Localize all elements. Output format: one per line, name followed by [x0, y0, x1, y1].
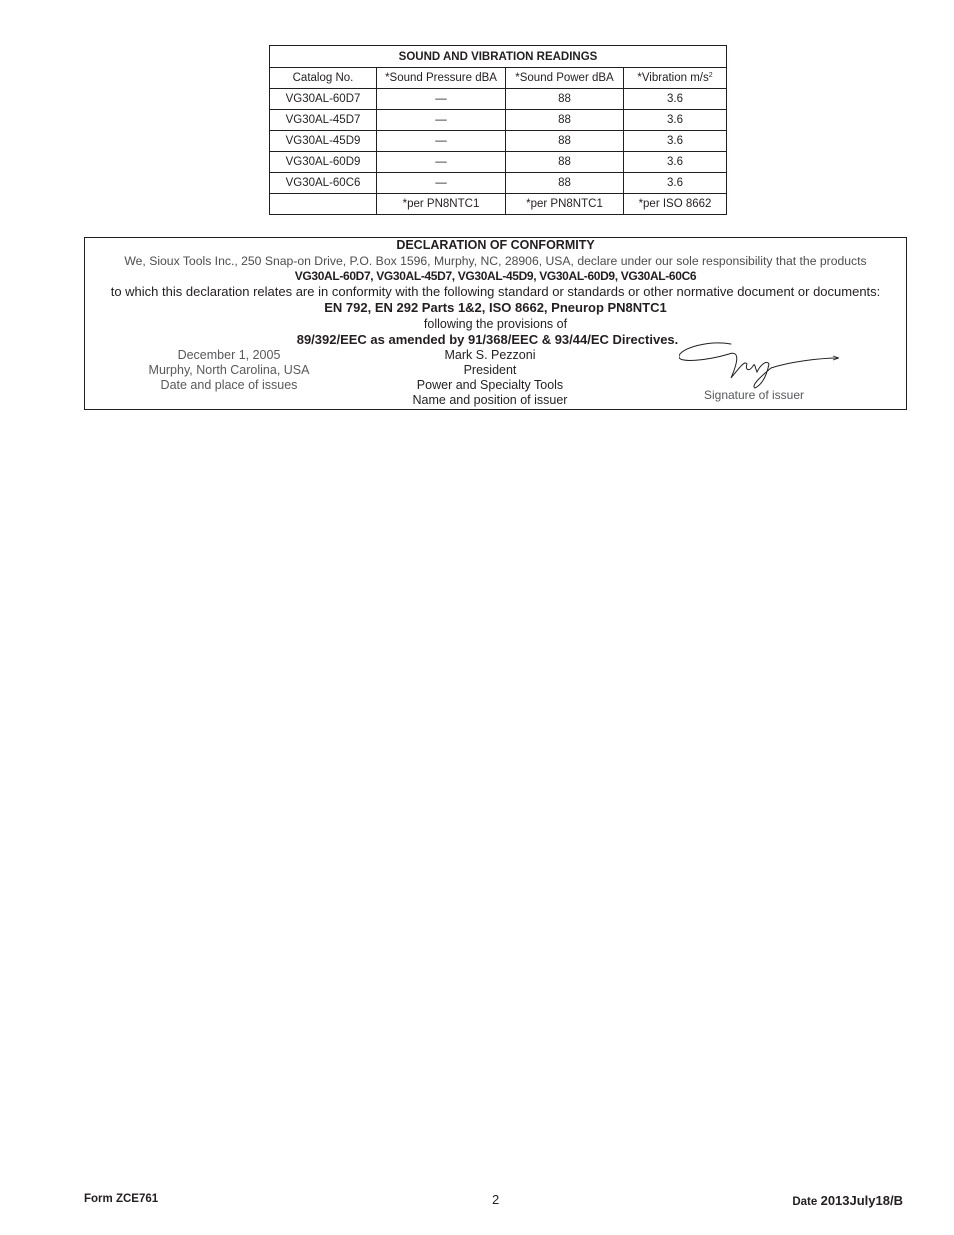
date-value: 2013July18/B — [820, 1193, 903, 1208]
catalog-cell: VG30AL-60D9 — [270, 152, 377, 173]
pressure-cell: — — [377, 173, 506, 194]
footnote-vibration: *per ISO 8662 — [624, 194, 727, 215]
declaration-title: DECLARATION OF CONFORMITY — [396, 238, 595, 252]
issue-date-place — [129, 348, 329, 393]
date-label: Date — [792, 1196, 818, 1208]
signature-image — [679, 338, 839, 390]
declaration-directives: 89/392/EEC as amended by 91/368/EEC & 93/44/EC Directives. — [296, 332, 679, 347]
table-row — [270, 110, 727, 131]
footnote-catalog — [270, 194, 377, 215]
power-cell: 88 — [506, 131, 624, 152]
sound-vibration-table — [269, 45, 727, 215]
header-sound-power: *Sound Power dBA — [506, 68, 624, 89]
issue-date: December 1, 2005 — [177, 348, 281, 362]
signature-caption: Signature of issuer — [703, 388, 805, 402]
power-cell: 88 — [506, 173, 624, 194]
issue-place: Murphy, North Carolina, USA — [148, 363, 310, 377]
form-number: Form ZCE761 — [84, 1193, 159, 1205]
vibration-cell: 3.6 — [624, 173, 727, 194]
footnote-pressure: *per PN8NTC1 — [377, 194, 506, 215]
header-catalog: Catalog No. — [270, 68, 377, 89]
page-number: 2 — [492, 1192, 500, 1207]
issuer-title: President — [463, 363, 517, 377]
pressure-cell: — — [377, 152, 506, 173]
issuer-name: Mark S. Pezzoni — [444, 348, 536, 362]
issuer-division: Power and Specialty Tools — [416, 378, 564, 392]
header-vibration-exponent: 2 — [708, 72, 713, 79]
power-cell: 88 — [506, 110, 624, 131]
declaration-conformity-text: to which this declaration relates are in conformity with the following standard or standards or other normative document or documents: — [110, 284, 881, 299]
pressure-cell: — — [377, 89, 506, 110]
document-date — [792, 1193, 903, 1208]
vibration-cell: 3.6 — [624, 110, 727, 131]
vibration-cell: 3.6 — [624, 89, 727, 110]
declaration-products: VG30AL-60D7, VG30AL-45D7, VG30AL-45D9, VG30AL-60D9, VG30AL-60C6 — [294, 269, 697, 283]
table-footnote-row — [270, 194, 727, 215]
declaration-of-conformity — [84, 237, 907, 410]
catalog-cell: VG30AL-60D7 — [270, 89, 377, 110]
catalog-cell: VG30AL-60C6 — [270, 173, 377, 194]
declaration-standards: EN 792, EN 292 Parts 1&2, ISO 8662, Pneurop PN8NTC1 — [324, 300, 667, 315]
vibration-cell: 3.6 — [624, 152, 727, 173]
table-row — [270, 152, 727, 173]
issuer-caption: Name and position of issuer — [412, 393, 568, 407]
header-sound-pressure: *Sound Pressure dBA — [377, 68, 506, 89]
table-row — [270, 89, 727, 110]
declaration-provisions-text: following the provisions of — [423, 317, 568, 331]
power-cell: 88 — [506, 89, 624, 110]
issue-caption: Date and place of issues — [160, 378, 298, 392]
declaration-intro: We, Sioux Tools Inc., 250 Snap-on Drive, P.O. Box 1596, Murphy, NC, 28906, USA, declare under our sole responsibility that the products — [124, 254, 867, 268]
catalog-cell: VG30AL-45D7 — [270, 110, 377, 131]
table-header-row — [270, 68, 727, 89]
catalog-cell: VG30AL-45D9 — [270, 131, 377, 152]
issuer-block — [390, 348, 590, 408]
table-title: SOUND AND VIBRATION READINGS — [270, 46, 727, 68]
header-vibration — [624, 68, 727, 89]
pressure-cell: — — [377, 131, 506, 152]
header-vibration-label: *Vibration m/s — [637, 72, 709, 84]
pressure-cell: — — [377, 110, 506, 131]
power-cell: 88 — [506, 152, 624, 173]
table-row — [270, 131, 727, 152]
table-row — [270, 173, 727, 194]
footnote-power: *per PN8NTC1 — [506, 194, 624, 215]
vibration-cell: 3.6 — [624, 131, 727, 152]
